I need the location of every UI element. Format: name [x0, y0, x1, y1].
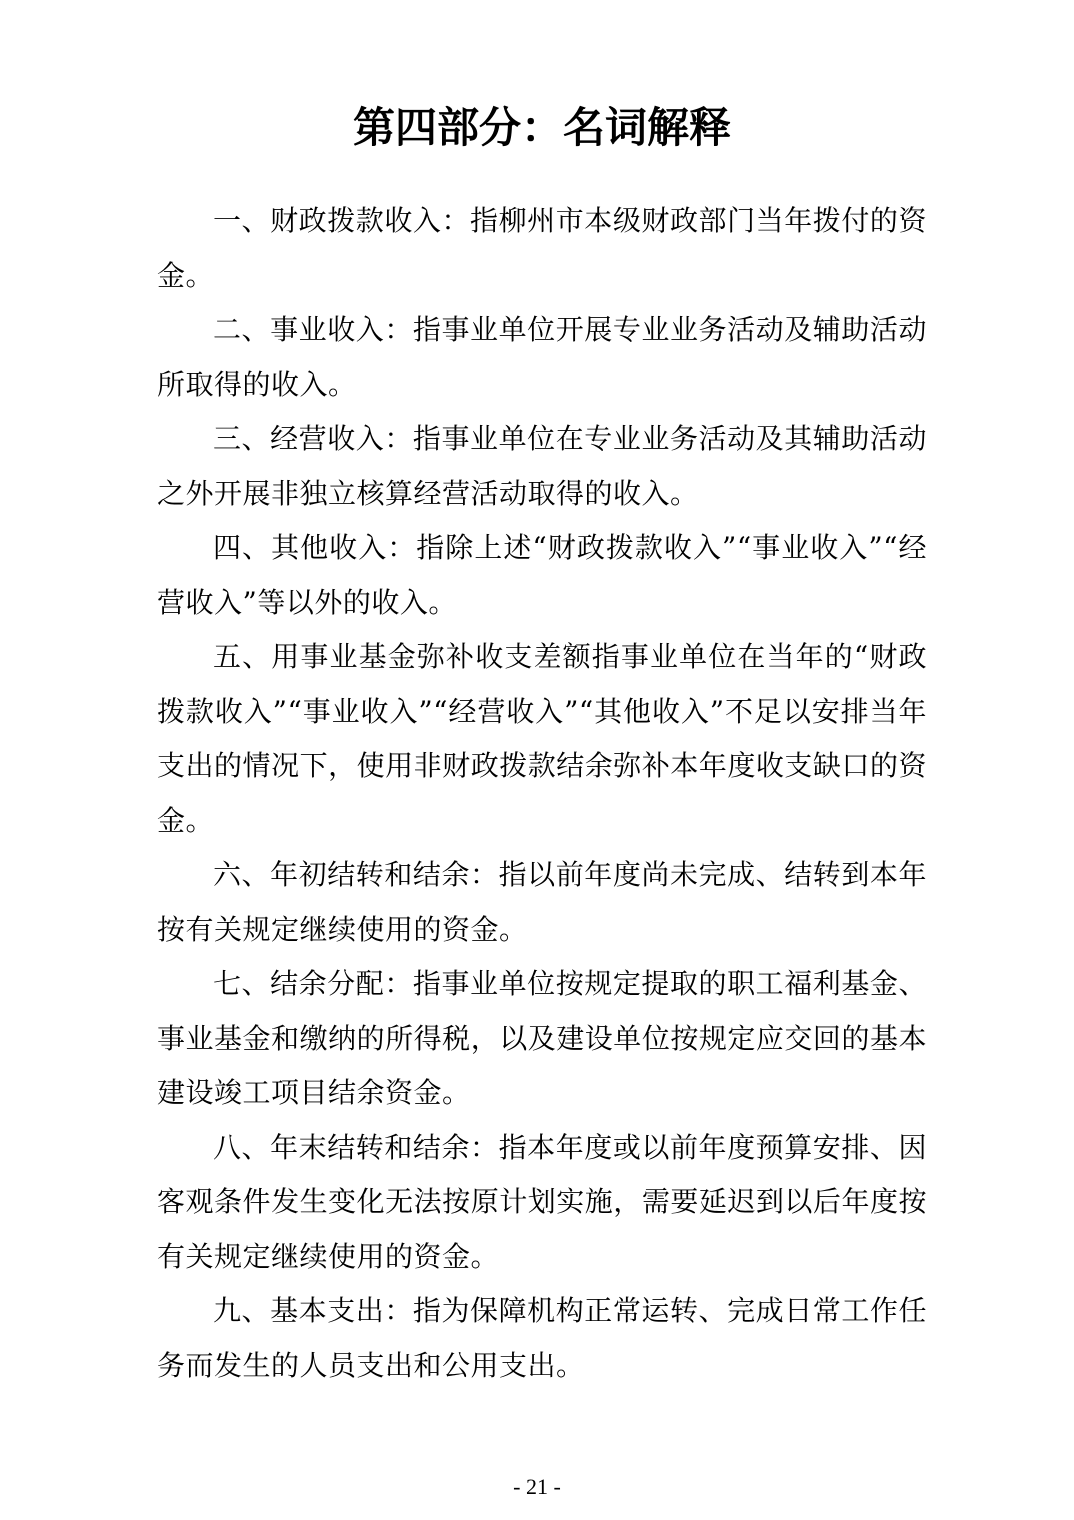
page-number: - 21 -	[513, 1474, 561, 1499]
definition-item-8: 八、年末结转和结余：指本年度或以前年度预算安排、因客观条件发生变化无法按原计划实施，需要延迟到以后年度按有关规定继续使用的资金。	[157, 1130, 927, 1273]
definition-item-1: 一、财政拨款收入：指柳州市本级财政部门当年拨付的资金。	[157, 204, 927, 292]
page-title: 第四部分：名词解释	[352, 103, 731, 152]
definition-item-4: 四、其他收入：指除上述“财政拨款收入”“事业收入”“经营收入”等以外的收入。	[157, 531, 927, 619]
definition-item-5: 五、用事业基金弥补收支差额指事业单位在当年的“财政拨款收入”“事业收入”“经营收入”“其他收入”不足以安排当年支出的情况下，使用非财政拨款结余弥补本年度收支缺口的资金。	[157, 640, 927, 837]
definition-item-9: 九、基本支出：指为保障机构正常运转、完成日常工作任务而发生的人员支出和公用支出。	[157, 1294, 927, 1382]
definition-item-6: 六、年初结转和结余：指以前年度尚未完成、结转到本年按有关规定继续使用的资金。	[157, 858, 927, 946]
definition-item-3: 三、经营收入：指事业单位在专业业务活动及其辅助活动之外开展非独立核算经营活动取得的收入。	[157, 422, 927, 510]
definitions-list	[157, 194, 927, 1393]
definition-item-2: 二、事业收入：指事业单位开展专业业务活动及辅助活动所取得的收入。	[157, 313, 927, 401]
definition-item-7: 七、结余分配：指事业单位按规定提取的职工福利基金、事业基金和缴纳的所得税，以及建设单位按规定应交回的基本建设竣工项目结余资金。	[157, 967, 927, 1109]
